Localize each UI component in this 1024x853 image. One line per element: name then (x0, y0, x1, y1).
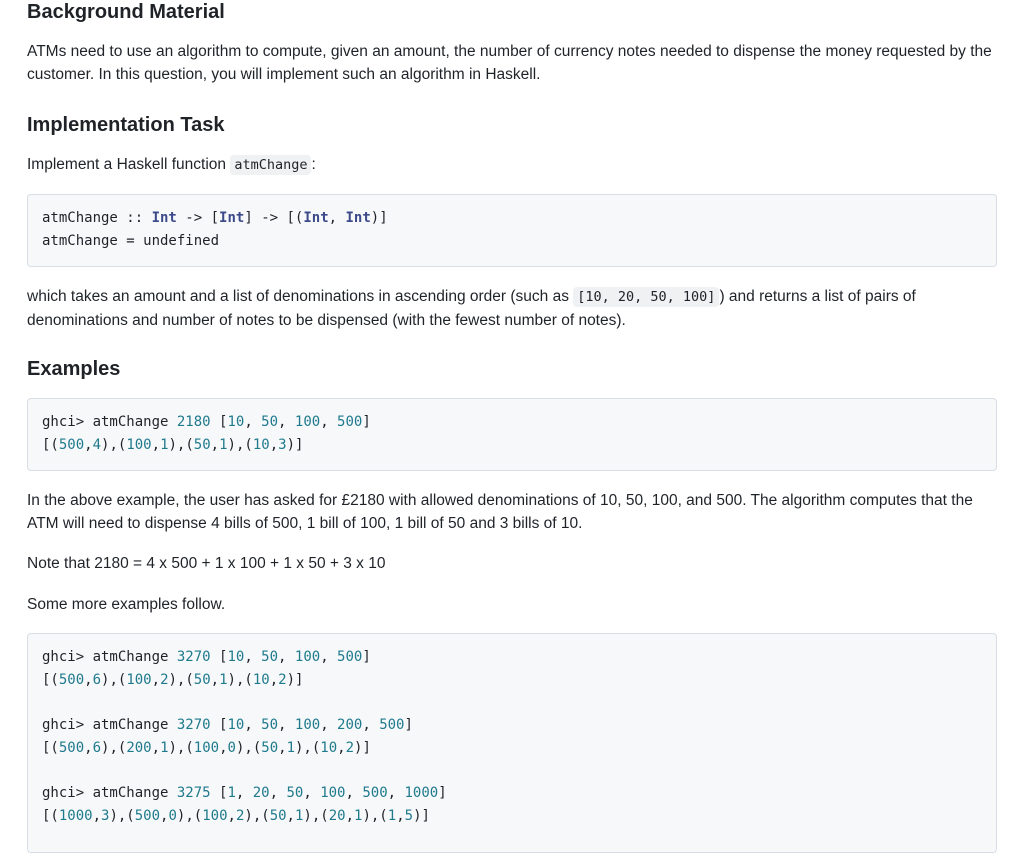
sig-t2-open: [ (210, 210, 220, 226)
more-example-3-denoms: [1, 20, 50, 100, 500, 1000] (219, 785, 447, 801)
sig-t2-close: ] (244, 210, 253, 226)
desc-prefix: which takes an amount and a list of denominations in ascending order (such as (27, 288, 574, 305)
task-description (27, 285, 997, 332)
note-paragraph: Note that 2180 = 4 x 500 + 1 x 100 + 1 x 50 + 3 x 10 (27, 555, 386, 572)
more-example-3-prompt: ghci> atmChange (42, 785, 177, 801)
sig-type-2: Int (219, 210, 245, 226)
more-example-2-denoms: [10, 50, 100, 200, 500] (219, 717, 413, 733)
example-1-command (42, 411, 982, 434)
more-example-1-command (42, 646, 982, 669)
task-intro-suffix: : (311, 156, 316, 173)
more-example-2-prompt: ghci> atmChange (42, 717, 177, 733)
explanation-paragraph: In the above example, the user has asked for £2180 with allowed denominations of 10, 50, 100, and 500. The algorithm computes that the ATM will need to dispense 4 bills of 500, 1 bill of 100, 1 bill of 50 and 3 bills of 10. (27, 492, 973, 532)
heading-implementation-task: Implementation Task (27, 114, 225, 136)
example-code-block-1 (27, 398, 997, 471)
sig-arrow-1: -> (176, 210, 211, 226)
more-example-2-result: [(500,6),(200,1),(100,0),(50,1),(10,2)] (42, 740, 371, 756)
sig-t3-close: )] (370, 210, 388, 226)
sig-type-3a: Int (303, 210, 329, 226)
more-example-1-result: [(500,6),(100,2),(50,1),(10,2)] (42, 672, 304, 688)
sig-sep: :: (117, 210, 152, 226)
example-1-denoms: [10, 50, 100, 500] (219, 414, 371, 430)
more-example-3-amount: 3275 (176, 785, 211, 801)
task-intro-prefix: Implement a Haskell function (27, 156, 231, 173)
more-example-2-amount: 3270 (176, 717, 211, 733)
more-example-2-command (42, 714, 982, 737)
more-example-3-result: [(1000,3),(500,0),(100,2),(50,1),(20,1),(1,5)] (42, 808, 430, 824)
heading-examples: Examples (27, 358, 121, 380)
example-1-result: [(500,4),(100,1),(50,1),(10,3)] (42, 437, 304, 453)
more-example-1-denoms: [10, 50, 100, 500] (219, 649, 371, 665)
signature-line (42, 207, 982, 230)
background-paragraph: ATMs need to use an algorithm to compute, given an amount, the number of currency notes needed to dispense the money requested by the customer. In this question, you will implement such an algorithm in Haskell. (27, 43, 992, 83)
example-code-block-2 (27, 633, 997, 853)
sig-t3-comma: , (328, 210, 346, 226)
sig-t3-open: [( (286, 210, 304, 226)
more-example-1-amount: 3270 (176, 649, 211, 665)
more-example-3-command (42, 782, 982, 805)
more-examples-paragraph: Some more examples follow. (27, 596, 226, 613)
sig-type-3b: Int (345, 210, 371, 226)
more-example-1-prompt: ghci> atmChange (42, 649, 177, 665)
heading-background-material: Background Material (27, 1, 225, 23)
inline-code-denominations: [10, 20, 50, 100] (573, 287, 719, 307)
example-1-prompt: ghci> atmChange (42, 414, 177, 430)
example-1-amount: 2180 (176, 414, 211, 430)
sig-arrow-2: -> (252, 210, 287, 226)
definition-line: atmChange = undefined (42, 233, 220, 249)
sig-type-1: Int (151, 210, 177, 226)
signature-code-block (27, 194, 997, 267)
desc-suffix: ) and returns a list of pairs of denominations and number of notes to be dispensed (with the fewest number of notes). (27, 288, 916, 329)
sig-name: atmChange (42, 210, 118, 226)
task-intro (27, 153, 997, 177)
inline-code-function-name: atmChange (230, 155, 311, 175)
